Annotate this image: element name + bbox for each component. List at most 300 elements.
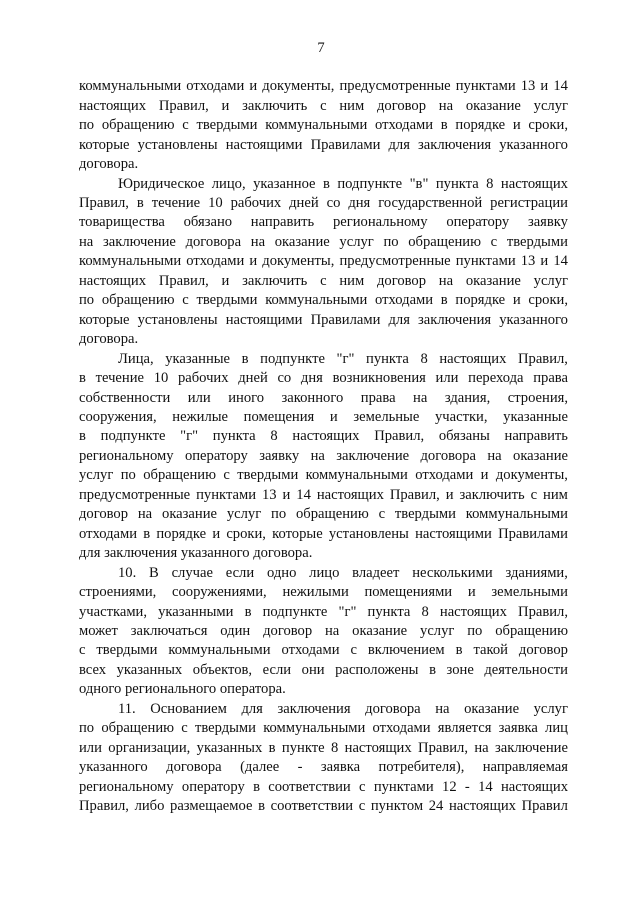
text-line: договора. bbox=[79, 156, 139, 173]
word: лицо bbox=[309, 564, 340, 581]
word: сроки, bbox=[528, 117, 568, 134]
word: и bbox=[282, 486, 291, 503]
word: сроки, bbox=[226, 525, 266, 542]
word: Правил, bbox=[79, 195, 129, 212]
word: установлены bbox=[137, 311, 218, 328]
word: течение bbox=[95, 370, 144, 387]
word: обращению bbox=[408, 233, 481, 250]
text-line bbox=[79, 291, 568, 310]
clause-10-paragraph bbox=[79, 564, 568, 700]
word: твердыми bbox=[237, 467, 299, 484]
word: - bbox=[297, 759, 303, 776]
text-line bbox=[79, 797, 568, 816]
word: сооружения, bbox=[79, 409, 157, 425]
word: на bbox=[79, 233, 94, 250]
word: ним bbox=[543, 486, 568, 503]
word: для bbox=[388, 136, 410, 153]
word: по bbox=[79, 117, 95, 134]
word: пунктом bbox=[370, 798, 424, 815]
word: подпункте bbox=[337, 175, 403, 192]
word: оказание bbox=[465, 272, 521, 289]
word: заявка bbox=[320, 759, 361, 776]
word: подпункте bbox=[262, 603, 328, 620]
text-line bbox=[79, 369, 568, 388]
word: в bbox=[440, 292, 448, 309]
word: настоящими bbox=[415, 525, 492, 542]
word: в bbox=[79, 370, 86, 387]
word: и bbox=[221, 272, 230, 289]
word: установлены bbox=[328, 525, 409, 542]
word: дней bbox=[289, 195, 319, 212]
word: Правил, bbox=[158, 97, 209, 114]
word: настоящими bbox=[225, 311, 303, 328]
word: 11. bbox=[118, 700, 136, 717]
word: строения, bbox=[507, 389, 568, 406]
word: или bbox=[435, 370, 459, 387]
word: 10. bbox=[118, 564, 137, 581]
word: отходами bbox=[79, 525, 138, 542]
word: "г" bbox=[336, 350, 355, 367]
word: установлены bbox=[137, 136, 218, 153]
text-line bbox=[79, 194, 568, 213]
word: порядке bbox=[455, 292, 506, 309]
word: с bbox=[182, 292, 189, 309]
word: заключение bbox=[495, 739, 568, 756]
word: объектов, bbox=[192, 661, 253, 678]
word: такой bbox=[473, 642, 508, 659]
word: 8 bbox=[330, 739, 339, 756]
word: заключение bbox=[336, 447, 410, 464]
word: с bbox=[320, 97, 327, 114]
text-line bbox=[79, 603, 568, 622]
word: 14 bbox=[296, 486, 311, 503]
word: на bbox=[474, 739, 489, 756]
word: договора bbox=[365, 700, 421, 717]
word: в bbox=[241, 350, 249, 367]
word: по bbox=[79, 292, 95, 309]
word: с bbox=[182, 117, 189, 134]
text-line bbox=[79, 739, 568, 758]
word: отходами bbox=[415, 467, 474, 484]
word: возникновения bbox=[332, 370, 426, 387]
word: отходами bbox=[281, 642, 340, 659]
word: обращению bbox=[101, 720, 175, 737]
word: и bbox=[512, 292, 521, 309]
word: с bbox=[79, 642, 86, 659]
word: течение bbox=[151, 195, 201, 212]
word: обязаны bbox=[438, 428, 490, 445]
word: в bbox=[429, 661, 436, 678]
word: на bbox=[435, 700, 450, 717]
word: договор bbox=[518, 642, 568, 659]
word: коммунальными bbox=[465, 506, 568, 523]
text-line bbox=[79, 505, 568, 524]
word: 8 bbox=[486, 175, 494, 192]
word: обращению bbox=[101, 292, 175, 309]
word: оказание bbox=[465, 97, 521, 114]
word: настоящих bbox=[79, 97, 147, 114]
word: Юридическое bbox=[118, 175, 205, 192]
word: случае bbox=[171, 564, 213, 581]
word: твердыми bbox=[196, 117, 258, 134]
word: в bbox=[323, 175, 330, 192]
word: участки, bbox=[435, 409, 488, 425]
word: права bbox=[533, 370, 568, 387]
legal-entity-paragraph bbox=[79, 175, 568, 350]
word: заявку bbox=[527, 214, 568, 231]
word: коммунальными bbox=[265, 292, 368, 309]
word: 14 bbox=[478, 778, 493, 795]
word: Правил, bbox=[518, 603, 568, 620]
word: по bbox=[467, 622, 483, 639]
word: в bbox=[440, 117, 448, 134]
text-line bbox=[79, 233, 568, 252]
word: коммунальными bbox=[263, 720, 366, 737]
word: обязано bbox=[183, 214, 233, 231]
word: твердыми bbox=[96, 642, 158, 659]
word: оператору bbox=[184, 447, 248, 464]
word: настоящими bbox=[225, 136, 303, 153]
word: (далее bbox=[240, 759, 280, 776]
word: участками, bbox=[79, 603, 148, 620]
text-line bbox=[79, 719, 568, 738]
text-line bbox=[79, 350, 568, 369]
word: Правил, bbox=[79, 798, 129, 815]
word: и bbox=[221, 97, 230, 114]
word: региональному bbox=[79, 778, 174, 795]
word: один bbox=[220, 622, 251, 639]
word: права bbox=[360, 389, 396, 406]
text-line: договора. bbox=[79, 331, 139, 348]
page-number: 7 bbox=[317, 40, 325, 56]
word: дня bbox=[300, 370, 323, 387]
word: услуг bbox=[533, 97, 568, 114]
word: в bbox=[455, 642, 463, 659]
word: В bbox=[149, 564, 159, 581]
word: услуг bbox=[533, 272, 568, 289]
word: оператору bbox=[181, 778, 245, 795]
word: подпункте bbox=[100, 428, 166, 445]
word: на bbox=[250, 233, 266, 250]
word: в bbox=[136, 195, 144, 212]
word: предусмотренные bbox=[339, 78, 451, 95]
word: с bbox=[350, 642, 357, 659]
word: договора bbox=[185, 233, 242, 250]
word: Правил, bbox=[418, 739, 468, 756]
word: настоящих bbox=[292, 428, 360, 445]
text-line bbox=[79, 77, 568, 96]
word: пунктами bbox=[373, 778, 434, 795]
word: ним bbox=[339, 97, 365, 114]
word: перехода bbox=[468, 370, 524, 387]
word: договор bbox=[263, 622, 313, 639]
word: или bbox=[187, 389, 211, 406]
word: твердыми bbox=[194, 720, 256, 737]
word: соответствии bbox=[270, 798, 354, 815]
word: коммунальными bbox=[265, 117, 368, 134]
word: пункте bbox=[281, 739, 325, 756]
word: коммунальными bbox=[168, 642, 271, 659]
text-line bbox=[79, 136, 568, 155]
word: земельными bbox=[491, 584, 568, 601]
clause-11-paragraph bbox=[79, 700, 568, 817]
word: заключаться bbox=[130, 622, 208, 639]
word: для bbox=[388, 311, 410, 328]
word: государственной bbox=[378, 195, 483, 212]
word: по bbox=[271, 506, 287, 523]
word: обращению bbox=[495, 622, 568, 639]
word: лиц bbox=[545, 720, 568, 737]
word: пункта bbox=[435, 175, 479, 192]
word: указанного bbox=[499, 311, 568, 328]
word: земельные bbox=[353, 409, 420, 425]
word: зоне bbox=[446, 661, 474, 678]
word: заключение bbox=[102, 233, 176, 250]
word: пунктами bbox=[196, 486, 257, 503]
word: нежилыми bbox=[282, 584, 349, 601]
word: законного bbox=[281, 389, 344, 406]
word: которые bbox=[79, 136, 130, 153]
word: отходами bbox=[375, 292, 434, 309]
word: настоящих bbox=[439, 350, 507, 367]
word: Правилами bbox=[310, 311, 381, 328]
word: на bbox=[487, 447, 502, 464]
word: товарищества bbox=[79, 214, 165, 231]
word: региональному bbox=[332, 214, 428, 231]
word: рабочих bbox=[230, 195, 282, 212]
word: порядке bbox=[455, 117, 506, 134]
word: 10 bbox=[208, 195, 223, 212]
text-line bbox=[79, 175, 568, 194]
word: направляемая bbox=[482, 759, 568, 776]
word: несколькими bbox=[412, 564, 493, 581]
word: документы, bbox=[495, 467, 568, 484]
word: региональному bbox=[79, 447, 174, 464]
word: с bbox=[378, 506, 386, 523]
text-line: одного регионального оператора. bbox=[79, 681, 286, 698]
word: настоящих bbox=[344, 739, 412, 756]
word: деятельности bbox=[484, 661, 568, 678]
word: пункта bbox=[367, 603, 411, 620]
word: заключить bbox=[242, 272, 308, 289]
word: 13 bbox=[261, 486, 277, 503]
word: в bbox=[143, 525, 151, 542]
text-line bbox=[79, 525, 568, 544]
word: Правил bbox=[521, 798, 568, 815]
word: в bbox=[253, 778, 260, 795]
word: отходами bbox=[186, 78, 245, 95]
word: расположены bbox=[335, 661, 419, 678]
word: в bbox=[79, 428, 86, 445]
text-line bbox=[79, 641, 568, 660]
word: коммунальными bbox=[79, 78, 182, 95]
word: Правил, bbox=[158, 272, 209, 289]
word: отходами bbox=[186, 253, 245, 270]
word: "в" bbox=[409, 175, 429, 192]
word: и bbox=[212, 525, 221, 542]
word: заключить bbox=[459, 486, 525, 503]
text-line bbox=[79, 213, 568, 232]
word: предусмотренные bbox=[339, 253, 451, 270]
word: иного bbox=[228, 389, 265, 406]
text-line bbox=[79, 583, 568, 602]
word: услуг bbox=[533, 700, 568, 717]
word: коммунальными bbox=[305, 467, 408, 484]
word: собственности bbox=[79, 389, 171, 406]
word: которые bbox=[79, 311, 130, 328]
word: настоящих bbox=[448, 798, 516, 815]
word: оказание bbox=[352, 622, 408, 639]
word: указанными bbox=[158, 603, 234, 620]
word: указанные bbox=[503, 409, 568, 425]
word: помещениями bbox=[364, 584, 453, 601]
word: заключить bbox=[242, 97, 308, 114]
word: на bbox=[325, 622, 340, 639]
word: по bbox=[383, 233, 399, 250]
word: отходами bbox=[375, 117, 434, 134]
text-line bbox=[79, 447, 568, 466]
word: если bbox=[262, 661, 292, 678]
word: на bbox=[137, 506, 153, 523]
word: и bbox=[445, 486, 454, 503]
word: документы, bbox=[262, 78, 335, 95]
word: и bbox=[512, 117, 521, 134]
word: документы, bbox=[262, 253, 335, 270]
word: заключения bbox=[418, 136, 492, 153]
word: указанные bbox=[165, 350, 231, 367]
word: оказание bbox=[464, 700, 520, 717]
text-line bbox=[79, 427, 568, 446]
text-line bbox=[79, 252, 568, 271]
word: Правил, bbox=[374, 428, 425, 445]
word: заключения bbox=[418, 311, 492, 328]
word: сооружениями, bbox=[172, 584, 267, 601]
word: дня bbox=[348, 195, 371, 212]
word: на bbox=[438, 97, 454, 114]
word: 8 bbox=[420, 350, 428, 367]
word: для bbox=[241, 700, 263, 717]
word: если bbox=[225, 564, 255, 581]
word: регистрации bbox=[490, 195, 568, 212]
word: и bbox=[480, 467, 489, 484]
word: услуг bbox=[79, 467, 114, 484]
word: договора bbox=[420, 447, 476, 464]
word: настоящих bbox=[439, 603, 507, 620]
word: договор bbox=[376, 272, 427, 289]
word: договора bbox=[166, 759, 222, 776]
word: и bbox=[467, 584, 476, 601]
text-line bbox=[79, 97, 568, 116]
word: сроки, bbox=[528, 292, 568, 309]
word: оказание bbox=[513, 447, 568, 464]
word: либо bbox=[134, 798, 165, 815]
text-line bbox=[79, 408, 568, 427]
word: направить bbox=[504, 428, 568, 445]
word: в bbox=[244, 603, 252, 620]
text-line bbox=[79, 272, 568, 291]
word: порядке bbox=[156, 525, 207, 542]
word: оказание bbox=[162, 506, 217, 523]
word: в bbox=[258, 798, 265, 815]
word: с bbox=[359, 778, 366, 795]
word: и bbox=[249, 78, 258, 95]
word: со bbox=[277, 370, 292, 387]
word: указанное bbox=[253, 175, 316, 192]
word: твердыми bbox=[506, 233, 568, 250]
word: договор bbox=[376, 97, 427, 114]
word: отходами bbox=[372, 720, 431, 737]
word: - bbox=[464, 778, 470, 795]
word: 12 bbox=[442, 778, 457, 795]
word: на bbox=[310, 447, 325, 464]
text-line: для заключения указанного договора. bbox=[79, 545, 313, 562]
text-line bbox=[79, 700, 568, 719]
word: со bbox=[326, 195, 341, 212]
text-line bbox=[79, 389, 568, 408]
word: обращению bbox=[101, 117, 175, 134]
word: с bbox=[490, 233, 498, 250]
word: зданиями, bbox=[505, 564, 568, 581]
word: заявка bbox=[498, 720, 538, 737]
word: "г" bbox=[180, 428, 199, 445]
word: соответствии bbox=[268, 778, 351, 795]
word: пункта bbox=[366, 350, 409, 367]
text-line bbox=[79, 116, 568, 135]
word: лицо, bbox=[211, 175, 246, 192]
text-line bbox=[79, 661, 568, 680]
word: с bbox=[530, 486, 538, 503]
word: на bbox=[413, 389, 428, 406]
text-line bbox=[79, 486, 568, 505]
word: здания, bbox=[444, 389, 491, 406]
word: 14 bbox=[553, 78, 568, 95]
word: пунктами bbox=[455, 78, 516, 95]
word: владеет bbox=[352, 564, 400, 581]
word: является bbox=[437, 720, 492, 737]
text-line bbox=[79, 466, 568, 485]
word: с bbox=[320, 272, 327, 289]
word: настоящих bbox=[500, 778, 568, 795]
text-line bbox=[79, 622, 568, 641]
word: пункта bbox=[212, 428, 256, 445]
word: на bbox=[438, 272, 454, 289]
word: указанных bbox=[116, 661, 183, 678]
word: 10 bbox=[153, 370, 169, 387]
word: предусмотренные bbox=[79, 486, 191, 503]
word: 24 bbox=[428, 798, 444, 815]
word: подпункте bbox=[260, 350, 325, 367]
word: или bbox=[79, 739, 102, 756]
word: по bbox=[79, 720, 95, 737]
word: 13 bbox=[520, 253, 536, 270]
word: и bbox=[329, 409, 338, 425]
word: 13 bbox=[520, 78, 536, 95]
word: указанных bbox=[196, 739, 263, 756]
word: указанного bbox=[499, 136, 568, 153]
word: указанного bbox=[79, 759, 148, 776]
word: включением bbox=[367, 642, 445, 659]
word: услуг bbox=[420, 622, 455, 639]
word: может bbox=[79, 622, 118, 639]
word: и bbox=[540, 78, 549, 95]
persons-paragraph bbox=[79, 350, 568, 564]
word: организации, bbox=[108, 739, 191, 756]
word: настоящих bbox=[79, 272, 147, 289]
word: рабочих bbox=[177, 370, 229, 387]
word: оператору bbox=[446, 214, 510, 231]
word: и bbox=[540, 253, 549, 270]
word: Основанием bbox=[150, 700, 227, 717]
